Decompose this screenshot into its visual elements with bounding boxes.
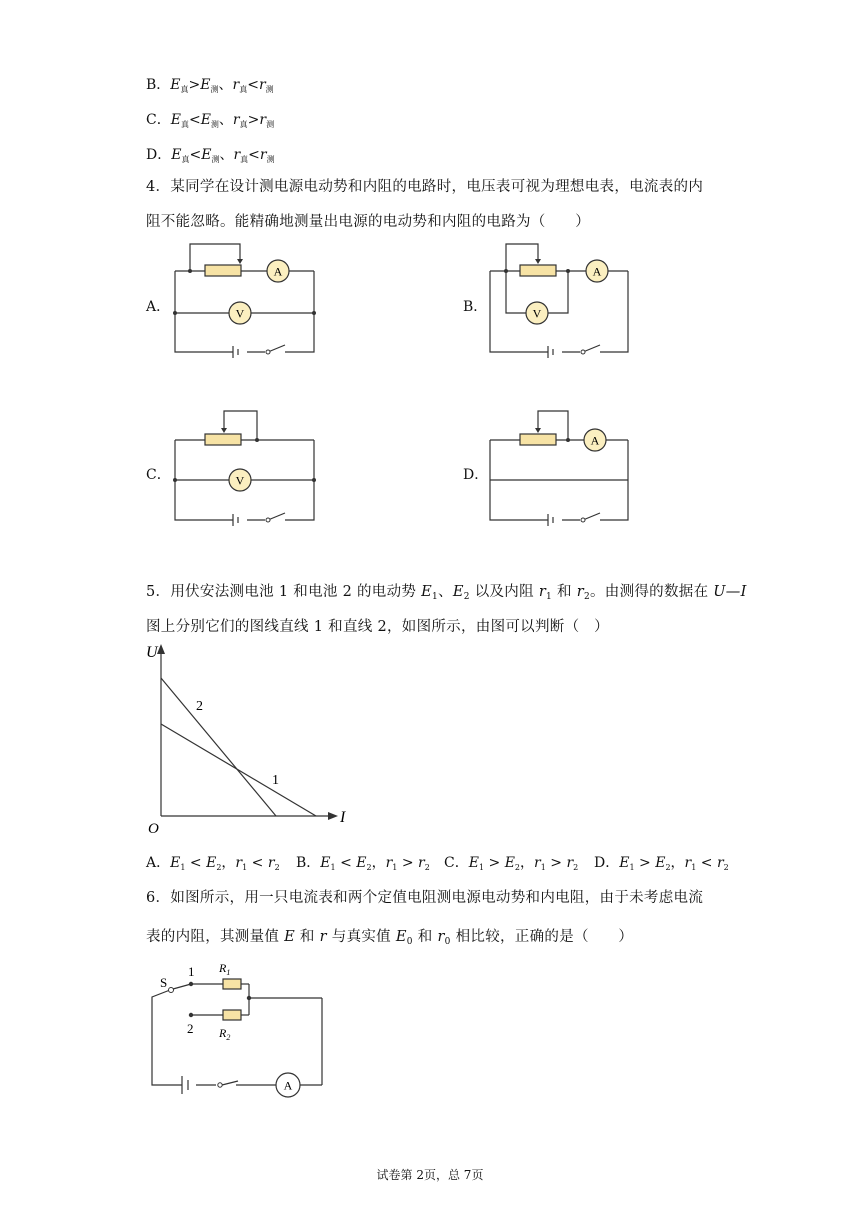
y-axis-label: U	[146, 644, 158, 661]
subscript: 测	[266, 155, 275, 164]
q4-label-c: C．	[146, 467, 171, 483]
e-symbol: E	[170, 77, 181, 93]
q4-circuit-d	[482, 402, 642, 528]
terminal-2-label: 2	[187, 1021, 194, 1036]
subscript: 测	[265, 85, 274, 94]
e-symbol: E	[200, 112, 211, 128]
voltmeter-label: V	[532, 306, 542, 321]
subscript: 真	[240, 155, 249, 164]
option-letter: B．	[146, 77, 171, 93]
q4-circuit-b	[482, 236, 642, 360]
option-letter: C．	[146, 112, 171, 128]
q4-circuit-c	[165, 402, 325, 528]
relation: <	[188, 112, 201, 128]
r-symbol: r	[232, 77, 240, 93]
q5-line-1: 5．用伏安法测电池 1 和电池 2 的电动势 $E_1$、$E_2$ 以及内阻 $r_1$ 和 $r_2$。由测得的数据在 U—I	[146, 584, 747, 602]
q6-line-1: 6．如图所示，用一只电流表和两个定值电阻测电源电动势和内电阻，由于未考虑电流	[146, 890, 704, 906]
line-2	[161, 678, 276, 816]
subscript: 真	[239, 85, 248, 94]
r-symbol: r	[233, 147, 241, 163]
switch-label: S	[160, 975, 168, 990]
subscript: 测	[210, 120, 219, 129]
e-symbol: E	[200, 77, 211, 93]
r-symbol: r	[258, 77, 266, 93]
line-2-label: 2	[196, 699, 203, 714]
q5-line-2: 图上分别它们的图线直线 1 和直线 2，如图所示，由图可以判断（ ）	[146, 619, 609, 635]
q3-option-b	[146, 74, 274, 95]
r-symbol: r	[232, 112, 240, 128]
r-symbol: r	[259, 147, 267, 163]
subscript: 测	[266, 120, 275, 129]
relation: >	[188, 77, 201, 93]
separator: 、	[218, 112, 233, 128]
q5-option-c: C．$E_1 > E_2$，$r_1 > r_2$	[444, 855, 579, 872]
ammeter-label: A	[283, 1078, 293, 1093]
ammeter-label: A	[592, 264, 602, 279]
r2-label: $R_2$	[219, 1026, 231, 1042]
q5-option-d: D．$E_1 > E_2$，$r_1 < r_2$	[594, 855, 729, 872]
r1-label: $R_1$	[219, 961, 231, 977]
voltmeter-label: V	[235, 306, 245, 321]
e-symbol: E	[171, 147, 182, 163]
subscript: 真	[239, 120, 248, 129]
relation: <	[247, 77, 259, 93]
terminal-1-label: 1	[188, 964, 195, 979]
q4-label-b: B．	[463, 299, 488, 315]
q3-option-c	[146, 109, 274, 130]
subscript: 真	[180, 120, 189, 129]
q4-circuit-a	[165, 236, 325, 360]
subscript: 测	[210, 85, 219, 94]
q4-line-2: 阻不能忽略。能精确地测量出电源的电动势和内阻的电路为（ ）	[146, 214, 590, 230]
ammeter-label: A	[590, 433, 600, 448]
q4-label-d: D．	[463, 467, 489, 483]
separator: 、	[219, 147, 234, 163]
q6-line-2: 表的内阻，其测量值 E 和 r 与真实值 $E_0$ 和 $r_0$ 相比较，正确的是（ ）	[146, 929, 634, 947]
e-symbol: E	[201, 147, 212, 163]
x-axis-label: I	[340, 809, 346, 826]
line-1-label: 1	[272, 773, 279, 788]
ammeter-label: A	[273, 264, 283, 279]
line-1	[161, 724, 316, 816]
q4-label-a: A．	[146, 299, 171, 315]
option-letter: D．	[146, 147, 172, 163]
relation: <	[248, 147, 260, 163]
q3-option-d	[146, 144, 275, 165]
relation: <	[189, 147, 202, 163]
subscript: 测	[211, 155, 220, 164]
q4-line-1: 4．某同学在设计测电源电动势和内阻的电路时，电压表可视为理想电表，电流表的内	[146, 179, 704, 195]
q5-option-a: A．$E_1 < E_2$，$r_1 < r_2$	[146, 855, 280, 872]
q5-ui-graph	[144, 640, 354, 840]
e-symbol: E	[170, 112, 181, 128]
relation: >	[247, 112, 260, 128]
r-symbol: r	[259, 112, 267, 128]
origin-label: O	[148, 821, 159, 837]
page-footer: 试卷第 2页，总 7页	[376, 1168, 484, 1182]
subscript: 真	[180, 85, 189, 94]
q6-circuit	[144, 955, 334, 1105]
q5-option-b: B．$E_1 < E_2$，$r_1 > r_2$	[296, 855, 430, 872]
voltmeter-label: V	[235, 473, 245, 488]
separator: 、	[218, 77, 233, 93]
subscript: 真	[181, 155, 190, 164]
